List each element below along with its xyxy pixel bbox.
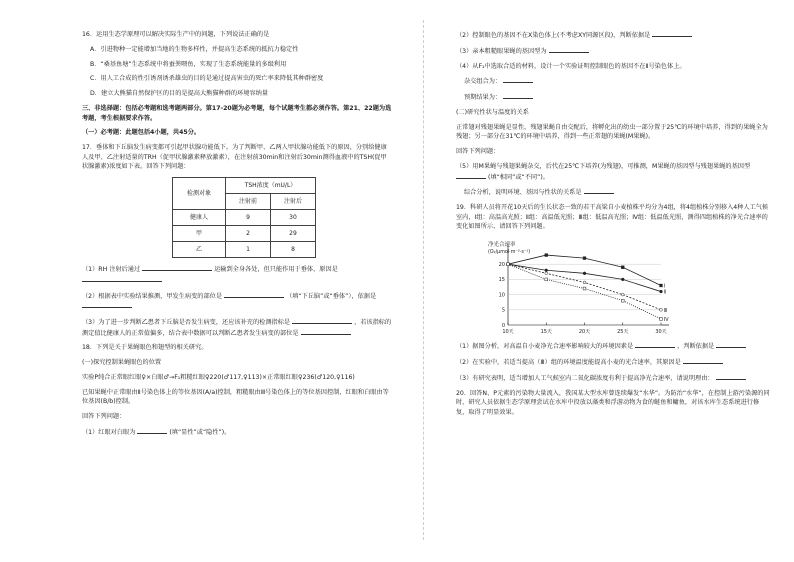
chart-x-tick-label: 30天 [655, 329, 667, 336]
chart-point [583, 281, 586, 284]
table-cell: 甲 [173, 226, 226, 242]
chart-point [621, 299, 624, 302]
table-cell: 30 [271, 210, 316, 226]
r-conclude [456, 187, 770, 198]
chart-point [660, 284, 663, 287]
q16-option-d: D．建立大熊猫自然保护区的目的是提高大熊猫种群的环境容纳量 [90, 90, 269, 98]
q18-experiment: 实验P纯合正常眼红眼♀×白眼♂→F₁粗糙红眼♀220(♂117,♀113)×正常眼红眼♀236(♂120,♀116) [82, 374, 355, 382]
chart-y-tick-label: 20 [498, 262, 505, 269]
column-divider [423, 20, 424, 540]
answer-blank[interactable] [82, 275, 162, 282]
q19-sub2 [456, 357, 770, 368]
r-expect [456, 92, 770, 103]
chart-y-tick-label: 5 [501, 307, 505, 314]
tsh-table [172, 177, 316, 258]
q16-option-b: B．“桑基鱼塘”生态系统中将蚕粪喂鱼，实现了生态系统能量的多级利用 [90, 60, 287, 68]
table-row [173, 242, 316, 258]
chart-y-tick-label: 0 [501, 323, 505, 330]
chart-point [621, 293, 624, 296]
r-part2-desc: 正常翅对残翅果蝇是显性，残翅果蝇自由交配后，将孵化出的幼虫一部分置于25℃的环境中培养，得到的果蝇全为残翅；另一部分在31℃的环境中培养，得到一些正常翅的果蝇(M果蝇)。 [456, 123, 768, 141]
r-sub3 [456, 46, 770, 57]
answer-blank[interactable] [503, 76, 533, 83]
q18-part1: (一)探究控制果蝇眼色的位置 [82, 359, 162, 367]
r-s5 [456, 162, 770, 182]
chart-point [545, 272, 548, 275]
answer-blank[interactable] [292, 317, 352, 324]
q18-description: 已知果蝇中正常眼由Ⅱ号染色体上的等位基因(A/a)控制，粗糙眼由Ⅲ号染色体上的等位基因控制，红眼和白眼由等位基因(B/b)控制。 [82, 388, 389, 406]
table-cell: 健康人 [173, 210, 226, 226]
q19-sub1-b: ，判断依据是 [677, 343, 715, 351]
answer-blank[interactable] [716, 341, 746, 348]
answer-blank[interactable] [503, 92, 533, 99]
part3-header: 三、非选择题：包括必考题和选考题两部分。第17-20题为必考题，每个试题考生都必须作答。第21、22题为选考题，考生根据要求作答。 [82, 104, 392, 122]
chart-x-tick-label: 25天 [617, 329, 629, 336]
q20-stem: 20．回答N、P元素的污染物大量流入，我国某大型水库曾连续爆发“水华”。为防治“水华”，在控制上游污染源的同时，研究人员依据生态学原理尝试在水库中投放以藻类和浮游动物为食的鲢鱼和鳙鱼，对该水库生态系统进行修复，取得了明显效果。 [456, 389, 770, 416]
chart-point [545, 269, 548, 272]
r-conclude-text: 综合分析，说明环境、基因与性状的关系是 [464, 189, 582, 197]
q16-option-a: A．引进物种一定能增加当地的生物多样性，并提高生态系统的抵抗力稳定性 [90, 45, 299, 53]
q17-sub3-cont: ，若该指标的测定值比健康人的正常值偏多，结合表中数据可以判断乙患者发生病变的部位是 [82, 319, 392, 337]
table-header-subject: 检测对象 [173, 178, 226, 210]
chart-point [660, 309, 663, 312]
q17-sub1 [82, 264, 392, 285]
answer-blank[interactable] [584, 187, 614, 194]
chart-series-label: Ⅰ [664, 283, 666, 290]
answer-blank[interactable] [142, 264, 212, 271]
q18-answer-prompt: 回答下列问题： [82, 413, 126, 421]
answer-blank[interactable] [82, 301, 132, 308]
q19-sub3 [456, 373, 770, 384]
r-sub3-text: （3）亲本粗糙眼果蝇的基因型为 [456, 47, 547, 55]
table-cell: 2 [226, 226, 271, 242]
chart-point [507, 263, 510, 266]
r-plan-text: 杂交组合为： [464, 78, 502, 86]
r-answer-prompt: 回答下列问题： [456, 148, 500, 156]
chart-point [621, 278, 624, 281]
chart-x-tick-label: 20天 [578, 329, 591, 336]
r-expect-text: 预期结果为： [464, 94, 502, 102]
table-cell: 9 [226, 210, 271, 226]
q16-stem: 16．运用生态学原理可以解决实际生产中的问题，下列说法正确的是 [82, 31, 270, 38]
r-s5-hint: (填“相同”或“不同”)。 [487, 173, 549, 181]
table-cell: 1 [226, 242, 271, 258]
answer-blank[interactable] [137, 427, 167, 434]
chart-y-tick-label: 15 [498, 277, 505, 284]
chart-y-tick-label: 10 [498, 292, 505, 299]
answer-blank[interactable] [683, 357, 723, 364]
chart-ylabel-2: (O₂/μmol·m⁻²·s⁻¹) [488, 250, 531, 256]
q19-sub1 [456, 341, 770, 352]
chart-point [583, 257, 586, 260]
answer-blank[interactable] [224, 291, 284, 298]
chart-series-label: Ⅱ [664, 289, 667, 296]
left-column [82, 30, 392, 443]
r-s5-text: （5）用M果蝇与残翅果蝇杂交，后代在25℃下培养(为残翅)，可推测，M果蝇的基因型与残翅果蝇的基因型 [456, 162, 751, 170]
answer-blank[interactable] [549, 46, 589, 53]
chart-point [621, 266, 624, 269]
chart-point [660, 290, 663, 293]
q18-sub1 [82, 427, 392, 438]
answer-blank[interactable] [635, 341, 675, 348]
q17-sub1-a: （1）RH 注射后通过 [82, 266, 141, 274]
chart-x-tick-label: 15天 [540, 329, 552, 336]
chart-point [660, 318, 663, 321]
r-plan [456, 76, 770, 87]
chart-point [583, 272, 586, 275]
q19-sub1-text: （1）据图分析，对高温自小麦净光合速率影响较大的环境因素是 [456, 343, 634, 351]
q19-sub3-text: （3）有研究表明，适当增加人工气候室内二氧化碳浓度有利于提高净光合速率，请说明理由： [456, 374, 714, 382]
chart-series-label: Ⅲ [664, 308, 668, 315]
q18-stem: 18．下列是关于果蝇眼色和翅型的相关研究。 [82, 344, 208, 352]
table-header-before: 注射前 [226, 194, 271, 210]
q17-sub2-hint: （填“下丘脑”或“垂体”），依据是 [286, 292, 377, 300]
r-sub4: （4）从F₁中选取合适的材料，设计一个实验证明控制眼色的基因不在Ⅱ号染色体上。 [456, 62, 686, 70]
q17-sub2 [82, 291, 392, 312]
table-cell: 29 [271, 226, 316, 242]
q17-sub3-text: （3）为了进一步判断乙患者下丘脑是否发生病变，还应该补充的检测指标是 [82, 319, 291, 327]
table-cell: 乙 [173, 242, 226, 258]
right-column [456, 30, 770, 423]
chart-series-label: Ⅳ [664, 317, 669, 324]
answer-blank[interactable] [716, 373, 746, 380]
table-row [173, 210, 316, 226]
chart-point [545, 254, 548, 257]
r-sub2-text: （2）控制眼色的基因不在X染色体上(不考虑XY同源区段)，判断依据是 [456, 32, 651, 39]
q17-stem: 17．垂体和下丘脑发生病变都可引起甲状腺功能低下。为了判断甲、乙两人甲状腺功能低下的原因，分别给健康人及甲、乙注射适量的TRH（促甲状腺激素释放激素），在注射前30min和注射后30min测得血液中的TSH(促甲状腺激素)浓度如下表。回答下列问题： [82, 144, 387, 171]
q16-option-c: C．用人工合成的性引诱剂诱杀雄虫的目的是通过提高害虫的死亡率来降低其种群密度 [90, 75, 324, 83]
chart-x-tick-label: 10天 [502, 329, 514, 336]
answer-blank[interactable] [652, 30, 692, 37]
q18-sub1-hint: (填“显性”或“隐性”)。 [169, 429, 231, 437]
section1-header: （一）必考题：此题包括4小题，共45分。 [82, 129, 201, 137]
q17-sub3 [82, 317, 392, 338]
r-part2: (二)研究性状与温度的关系 [456, 108, 529, 116]
r-sub2 [456, 30, 770, 41]
answer-blank[interactable] [301, 328, 351, 335]
chart-point [545, 278, 548, 281]
table-row [173, 226, 316, 242]
answer-blank[interactable] [456, 172, 486, 179]
q17-sub2-text: （2）根据表中实验结果推测，甲发生病变的部位是 [82, 292, 223, 300]
chart-point [583, 287, 586, 290]
table-header-after: 注射后 [271, 194, 316, 210]
q17-sub1-b: 运输到全身各处，但只能作用于垂体，原因是 [214, 266, 338, 274]
q19-sub2-text: （2）在实验中，若适当提高（Ⅲ）组的环境温度能提高小麦的光合速率，其原因是 [456, 359, 681, 366]
table-cell: 8 [271, 242, 316, 258]
chart-ylabel-1: 净光合速率 [488, 242, 516, 249]
photosynthesis-chart [486, 237, 686, 337]
table-header-tsh: TSH浓度（mU/L） [226, 178, 316, 194]
q19-stem: 19．科研人员将开花10天后的生长状态一致的若干高粱自小麦植株平均分为4组，将4组植株分别移入4种人工气候室内，Ⅰ组：高温高光照；Ⅱ组：高温低光照；Ⅲ组：低温高光照；Ⅳ组：低温低光照，测得四组植株的净光合速率的变化如图所示，请回答下列问题。 [456, 204, 769, 231]
q18-sub1-text: （1）红眼对白眼为 [82, 429, 136, 437]
chart-svg [486, 237, 686, 337]
